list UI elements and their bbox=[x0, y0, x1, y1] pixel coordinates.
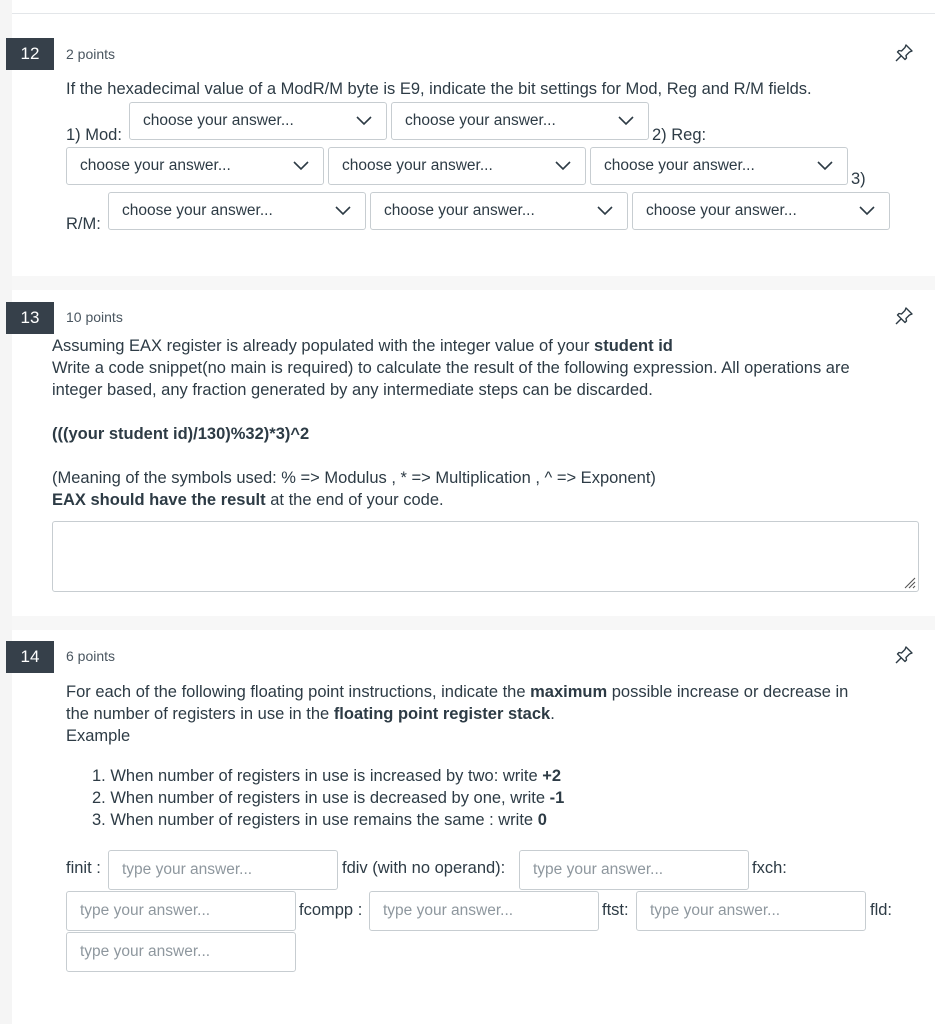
list-item bbox=[92, 767, 561, 786]
question-text-12: If the hexadecimal value of a ModR/M byte is E9, indicate the bit settings for Mod, Reg and R/M fields. bbox=[66, 80, 812, 98]
fxch-label: fxch: bbox=[752, 859, 787, 877]
chevron-down-icon bbox=[618, 116, 634, 126]
question-divider bbox=[12, 276, 935, 290]
fld-input[interactable]: type your answer... bbox=[66, 932, 296, 972]
list-item bbox=[92, 811, 547, 830]
select-value: choose your answer... bbox=[143, 112, 294, 129]
mod-select-1[interactable] bbox=[129, 102, 387, 140]
text-segment: 3. When number of registers in use remains the same : write bbox=[92, 811, 538, 829]
fdiv-label: fdiv (with no operand): bbox=[342, 859, 506, 877]
resize-grip-icon[interactable] bbox=[902, 575, 916, 589]
question-number-13: 13 bbox=[6, 302, 54, 334]
bold-segment: -1 bbox=[549, 789, 565, 807]
bold-segment: student id bbox=[594, 337, 673, 355]
reg-label: 2) Reg: bbox=[652, 126, 707, 144]
rm-select-2[interactable] bbox=[370, 192, 628, 230]
bold-segment: 0 bbox=[537, 811, 547, 829]
select-value: choose your answer... bbox=[80, 157, 231, 174]
question-points-13: 10 points bbox=[66, 309, 123, 325]
chevron-down-icon bbox=[293, 161, 309, 171]
chevron-down-icon bbox=[356, 116, 372, 126]
mod-label: 1) Mod: bbox=[66, 126, 122, 144]
chevron-down-icon bbox=[597, 206, 613, 216]
fld-label: fld: bbox=[870, 901, 893, 919]
ftst-input[interactable]: type your answer... bbox=[636, 891, 866, 931]
chevron-down-icon bbox=[555, 161, 571, 171]
expression: (((your student id)/130)%32)*3)^2 bbox=[52, 425, 310, 443]
eax-note bbox=[52, 491, 444, 510]
flag-question-pin-icon[interactable] bbox=[893, 644, 915, 666]
text-segment: 2. When number of registers in use is decreased by one, write bbox=[92, 789, 550, 807]
select-value: choose your answer... bbox=[646, 202, 797, 219]
ftst-label: ftst: bbox=[602, 901, 629, 919]
text-segment: 1. When number of registers in use is increased by two: write bbox=[92, 767, 543, 785]
top-divider bbox=[12, 13, 935, 14]
text-segment: possible increase or decrease in bbox=[607, 683, 849, 701]
question-points-12: 2 points bbox=[66, 46, 116, 62]
reg-select-1[interactable] bbox=[66, 147, 324, 185]
mod-select-2[interactable] bbox=[391, 102, 649, 140]
rm-label: R/M: bbox=[66, 215, 101, 233]
select-value: choose your answer... bbox=[384, 202, 535, 219]
question-text-13-line3: integer based, any fraction generated by any intermediate steps can be discarded. bbox=[52, 381, 653, 399]
symbol-meaning: (Meaning of the symbols used: % => Modulus , * => Multiplication , ^ => Exponent) bbox=[52, 469, 656, 487]
fdiv-input[interactable]: type your answer... bbox=[519, 850, 749, 890]
select-value: choose your answer... bbox=[122, 202, 273, 219]
question-points-14: 6 points bbox=[66, 648, 116, 664]
flag-question-pin-icon[interactable] bbox=[893, 42, 915, 64]
question-number-14: 14 bbox=[6, 641, 54, 673]
bold-segment: EAX should have the result bbox=[52, 491, 266, 509]
chevron-down-icon bbox=[817, 161, 833, 171]
select-value: choose your answer... bbox=[342, 157, 493, 174]
flag-question-pin-icon[interactable] bbox=[893, 305, 915, 327]
finit-input[interactable]: type your answer... bbox=[108, 850, 338, 890]
example-label: Example bbox=[66, 727, 131, 745]
text-segment: Assuming EAX register is already populated with the integer value of your bbox=[52, 337, 595, 355]
question-divider bbox=[12, 616, 935, 630]
rm-label-number: 3) bbox=[851, 170, 866, 188]
select-value: choose your answer... bbox=[604, 157, 755, 174]
reg-select-3[interactable] bbox=[590, 147, 848, 185]
bold-segment: +2 bbox=[542, 767, 562, 785]
fcompp-input[interactable]: type your answer... bbox=[369, 891, 599, 931]
question-text-13-line2: Write a code snippet(no main is required) to calculate the result of the following expression. All operations are bbox=[52, 359, 850, 377]
chevron-down-icon bbox=[859, 206, 875, 216]
text-segment: the number of registers in use in the bbox=[66, 705, 334, 723]
fcompp-label: fcompp : bbox=[299, 901, 363, 919]
question-text-14-line1 bbox=[66, 683, 848, 702]
fxch-input[interactable]: type your answer... bbox=[66, 891, 296, 931]
text-segment: . bbox=[550, 705, 555, 723]
chevron-down-icon bbox=[335, 206, 351, 216]
code-answer-textarea[interactable] bbox=[52, 521, 919, 592]
rm-select-3[interactable] bbox=[632, 192, 890, 230]
question-text-13-line1 bbox=[52, 337, 673, 356]
bold-segment: maximum bbox=[530, 683, 608, 701]
list-item bbox=[92, 789, 564, 808]
reg-select-2[interactable] bbox=[328, 147, 586, 185]
rm-select-1[interactable] bbox=[108, 192, 366, 230]
text-segment: at the end of your code. bbox=[265, 491, 444, 509]
question-text-14-line2 bbox=[66, 705, 555, 724]
text-segment: For each of the following floating point instructions, indicate the bbox=[66, 683, 531, 701]
finit-label: finit : bbox=[66, 859, 101, 877]
select-value: choose your answer... bbox=[405, 112, 556, 129]
bold-segment: floating point register stack bbox=[333, 705, 551, 723]
question-number-12: 12 bbox=[6, 38, 54, 70]
